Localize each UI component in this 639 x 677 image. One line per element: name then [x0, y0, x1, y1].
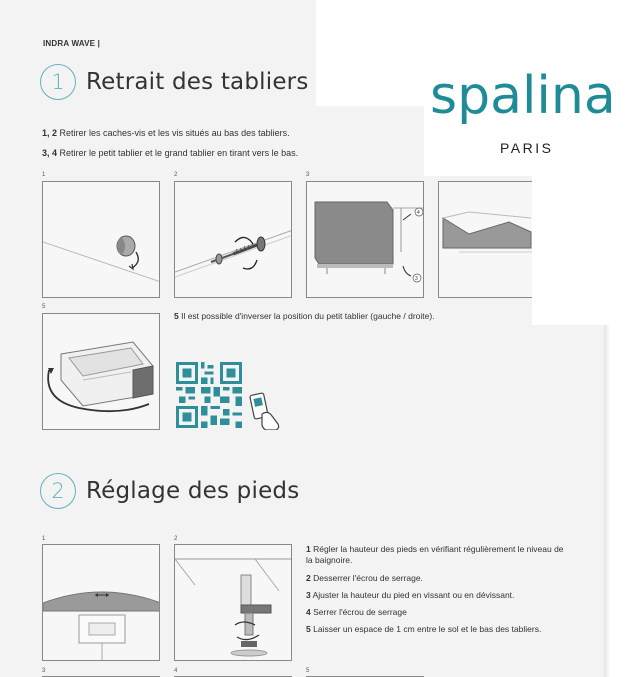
- spalina-logo: spalina: [430, 66, 616, 126]
- panel-label: 3: [306, 172, 310, 178]
- panel-label: 5: [42, 304, 46, 310]
- panel-label: 2: [174, 172, 178, 178]
- step-number: 2: [306, 573, 311, 583]
- step-number: 1: [306, 544, 311, 554]
- bathtub-invert-illustration: [43, 314, 160, 430]
- step-number: 3: [306, 590, 311, 600]
- step-panel-5: [42, 313, 160, 430]
- diagram-marker: 3: [415, 276, 418, 282]
- section-number-circle: 2: [40, 473, 76, 509]
- step-numbers: 1, 2: [42, 128, 58, 138]
- step-numbers: 3, 4: [42, 148, 58, 158]
- step-5-note: [174, 311, 534, 322]
- panel-label: 1: [42, 536, 46, 542]
- foot-step-panel-1: [42, 544, 160, 661]
- foot-note-1: [306, 544, 566, 566]
- instruction-line: [42, 128, 290, 138]
- note-text: Régler la hauteur des pieds en vérifiant régulièrement le niveau de la baignoire.: [306, 544, 564, 566]
- note-text: Laisser un espace de 1 cm entre le sol et le bas des tabliers.: [310, 624, 542, 634]
- note-text: Serrer l'écrou de serrage: [310, 607, 407, 617]
- level-check-illustration: [43, 545, 160, 661]
- screw-cap-illustration: [43, 182, 160, 298]
- section-title: Réglage des pieds: [86, 478, 300, 504]
- panel-label: 3: [42, 668, 46, 674]
- foot-note-2: [306, 573, 566, 584]
- section-number-circle: 1: [40, 64, 76, 100]
- qr-code-icon[interactable]: [176, 362, 242, 428]
- step-panel-3: [306, 181, 424, 298]
- section-title: Retrait des tabliers: [86, 69, 309, 95]
- panel-label: 4: [174, 668, 178, 674]
- phone-scan-icon: [246, 392, 282, 430]
- brand-label: INDRA WAVE |: [43, 39, 101, 48]
- step-panel-1: [42, 181, 160, 298]
- instruction-line: [42, 148, 298, 158]
- foot-step-panel-2: [174, 544, 292, 661]
- foot-note-3: [306, 590, 566, 601]
- panel-label: 5: [306, 668, 310, 674]
- background-overlay: [532, 170, 639, 325]
- step-number: 5: [174, 311, 179, 321]
- instruction-text: Retirer le petit tablier et le grand tablier en tirant vers le bas.: [57, 148, 299, 158]
- section-2-heading: [40, 473, 299, 509]
- diagram-marker: 4: [417, 210, 420, 216]
- panel-label: 1: [42, 172, 46, 178]
- step-number: 5: [306, 624, 311, 634]
- foot-note-4: [306, 607, 566, 618]
- foot-note-5: [306, 624, 566, 635]
- page-shadow: [604, 320, 610, 677]
- nut-loosen-illustration: [175, 545, 292, 661]
- note-text: Ajuster la hauteur du pied en vissant ou en dévissant.: [310, 590, 515, 600]
- panel-label: 2: [174, 536, 178, 542]
- note-text: Il est possible d'inverser la position du petit tablier (gauche / droite).: [178, 311, 435, 321]
- logo-subtitle: PARIS: [500, 140, 554, 156]
- section-1-heading: [40, 64, 309, 100]
- screw-removal-illustration: [175, 182, 292, 298]
- small-panel-removal-illustration: [307, 182, 424, 298]
- note-text: Desserrer l'écrou de serrage.: [310, 573, 423, 583]
- step-panel-2: [174, 181, 292, 298]
- step-number: 4: [306, 607, 311, 617]
- instruction-text: Retirer les caches-vis et les vis situés au bas des tabliers.: [57, 128, 290, 138]
